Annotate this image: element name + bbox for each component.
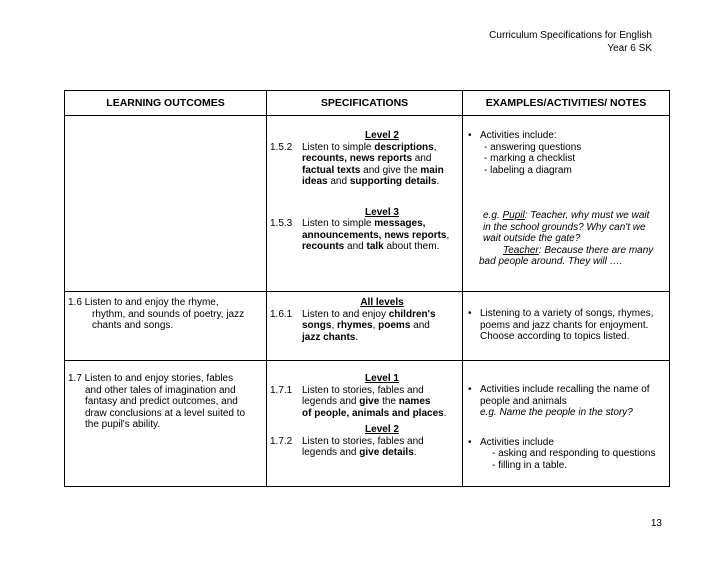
spec-text: Listen to stories, fables and legends and give the names of people, animals and places.: [302, 384, 447, 419]
document-header: [489, 29, 652, 55]
outcome-line: chants and songs.: [92, 320, 174, 331]
specification-cell: [267, 116, 463, 292]
example-cell: [463, 292, 670, 361]
table-row: [65, 116, 670, 292]
column-header-examples: EXAMPLES/ACTIVITIES/ NOTES: [463, 91, 670, 116]
column-header-specifications: SPECIFICATIONS: [267, 91, 463, 116]
example-cell: [463, 116, 670, 292]
example-line: Activities include recalling the name of: [480, 384, 650, 395]
curriculum-table: [64, 90, 670, 487]
level-heading: Level 1: [365, 373, 399, 384]
specification-cell: [267, 292, 463, 361]
spec-code: 1.5.2: [270, 141, 293, 153]
spec-code: 1.7.1: [270, 384, 293, 396]
table-header-row: [65, 91, 670, 116]
dialogue-example: e.g. Pupil: Teacher, why must we wait in the school grounds? Why can't we wait outside the gate? Teacher: Because there are many bad people around. They will ….: [479, 210, 654, 267]
outcome-cell: [65, 361, 267, 487]
outcome-line: the pupil's ability.: [85, 419, 161, 430]
outcome-line: rhythm, and sounds of poetry, jazz: [92, 308, 245, 320]
spec-text: Listen to simple messages, announcements, news reports, recounts and talk about them.: [302, 218, 450, 252]
example-line: - marking a checklist: [484, 153, 576, 164]
table-row: [65, 361, 670, 487]
outcome-line: fantasy and predict outcomes, and: [85, 396, 238, 407]
bullet-icon: •: [468, 436, 472, 448]
level-heading: Level 2: [365, 130, 399, 141]
table-row: [65, 292, 670, 361]
column-header-learning-outcomes: LEARNING OUTCOMES: [65, 91, 267, 116]
bullet-icon: •: [468, 130, 472, 141]
spec-code: 1.6.1: [270, 308, 293, 320]
example-line: people and animals: [480, 395, 567, 407]
example-line: - answering questions: [484, 141, 582, 153]
example-line: - filling in a table.: [492, 459, 568, 471]
level-heading: Level 3: [365, 206, 399, 218]
level-heading: Level 2: [365, 424, 399, 435]
specification-cell: [267, 361, 463, 487]
header-year: Year 6 SK: [607, 43, 652, 54]
example-line: - asking and responding to questions: [492, 448, 656, 459]
spec-text: Listen to and enjoy children's songs, rhymes, poems and jazz chants.: [302, 308, 436, 343]
outcome-cell: [65, 292, 267, 361]
outcome-line: draw conclusions at a level suited to: [85, 407, 246, 419]
example-line: Activities include: [480, 436, 554, 448]
bullet-icon: •: [468, 308, 472, 319]
example-line: Activities include:: [480, 130, 557, 141]
outcome-line: 1.6 Listen to and enjoy the rhyme,: [68, 297, 219, 308]
example-line: Listening to a variety of songs, rhymes,: [480, 308, 654, 319]
page-number: 13: [650, 518, 662, 529]
outcome-line: 1.7 Listen to and enjoy stories, fables: [68, 373, 234, 384]
example-line: - labeling a diagram: [484, 164, 572, 176]
spec-code: 1.5.3: [270, 218, 293, 229]
spec-code: 1.7.2: [270, 435, 293, 447]
example-line: Choose according to topics listed.: [480, 331, 630, 342]
header-title: Curriculum Specifications for English: [489, 30, 652, 41]
example-line: poems and jazz chants for enjoyment.: [480, 319, 649, 331]
outcome-cell-empty: [65, 116, 267, 292]
level-heading: All levels: [360, 297, 404, 308]
example-cell: [463, 361, 670, 487]
example-line: e.g. Name the people in the story?: [480, 407, 633, 418]
spec-text: Listen to stories, fables and legends and give details.: [302, 435, 424, 458]
outcome-line: and other tales of imagination and: [85, 384, 236, 396]
bullet-icon: •: [468, 384, 472, 395]
spec-text: Listen to simple descriptions, recounts, news reports and factual texts and give the main ideas and supporting details.: [302, 141, 444, 187]
